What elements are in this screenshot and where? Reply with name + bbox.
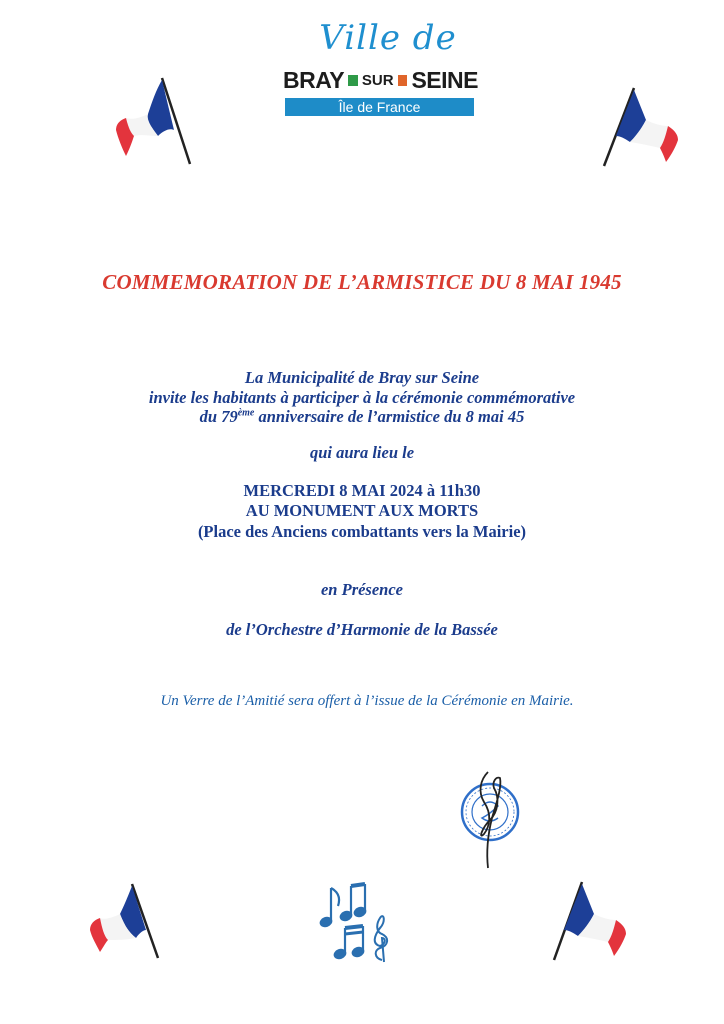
french-flag-icon — [86, 882, 164, 962]
french-flag-icon — [112, 76, 194, 168]
invitation-line-3-pre: du 79 — [199, 407, 238, 426]
invitation-line-1: La Municipalité de Bray sur Seine — [244, 368, 480, 387]
page-title: COMMEMORATION DE L’ARMISTICE DU 8 MAI 1945 — [102, 270, 622, 294]
invitation-line-3-sup: ème — [237, 407, 255, 419]
invitation-line-3-post: anniversaire de l’armistice du 8 mai 45 — [254, 407, 525, 426]
logo-word-sur: SUR — [361, 71, 394, 89]
logo-wordmark — [283, 66, 478, 94]
logo-region-band: Île de France — [285, 98, 474, 116]
invitation-line-2: invite les habitants à participer à la cérémonie commémorative — [148, 388, 576, 407]
lieu-intro: qui aura lieu le — [309, 443, 415, 462]
event-place: AU MONUMENT AUX MORTS — [245, 501, 479, 520]
logo-script-text: Ville de — [319, 18, 457, 58]
signature-icon — [470, 768, 510, 872]
music-notes-icon — [316, 882, 396, 964]
event-place-detail: (Place des Anciens combattants vers la Mairie) — [197, 522, 527, 541]
town-logo — [283, 18, 478, 118]
logo-word-bray: BRAY — [283, 66, 345, 93]
french-flag-icon — [548, 880, 630, 964]
event-date-time: MERCREDI 8 MAI 2024 à 11h30 — [243, 481, 481, 500]
logo-orange-square — [398, 75, 408, 86]
invitation-line-3 — [0, 407, 724, 426]
reception-note: Un Verre de l’Amitié sera offert à l’issue de la Cérémonie en Mairie. — [160, 693, 574, 709]
french-flag-icon — [600, 86, 682, 172]
presence-name: de l’Orchestre d’Harmonie de la Bassée — [226, 620, 498, 639]
logo-word-seine: SEINE — [411, 66, 478, 93]
presence-intro: en Présence — [320, 580, 404, 599]
logo-green-square — [348, 75, 358, 86]
